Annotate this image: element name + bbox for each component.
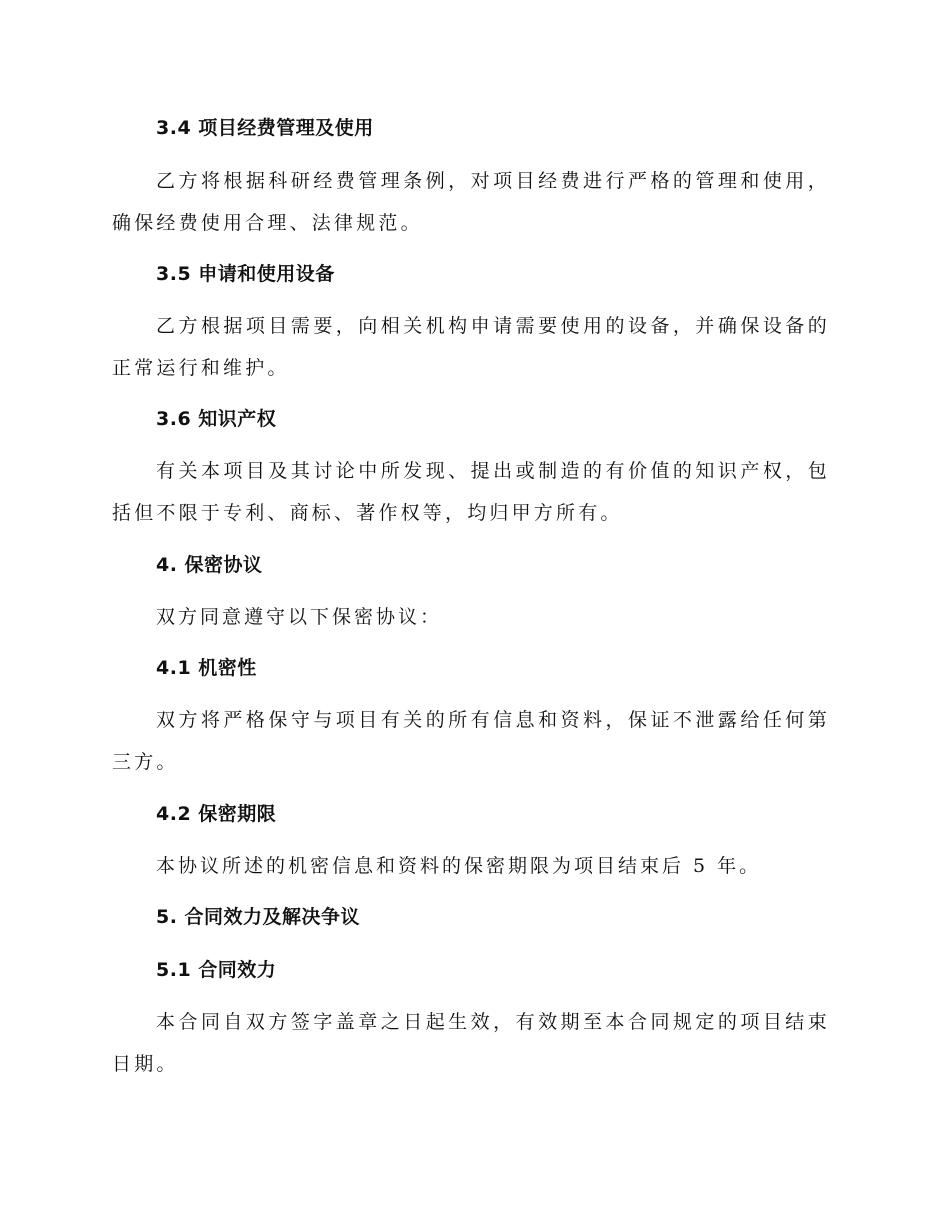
- section-heading-4: 4. 保密协议: [156, 554, 263, 576]
- section-heading-3-5: 3.5 申请和使用设备: [156, 263, 335, 285]
- paragraph-4-2: 本协议所述的机密信息和资料的保密期限为项目结束后 5 年。: [156, 855, 762, 877]
- paragraph-4: 双方同意遵守以下保密协议：: [156, 606, 443, 628]
- section-heading-4-1: 4.1 机密性: [156, 657, 257, 679]
- section-heading-3-4: 3.4 项目经费管理及使用: [156, 117, 374, 139]
- section-heading-3-6: 3.6 知识产权: [156, 408, 277, 430]
- section-heading-5-1: 5.1 合同效力: [156, 959, 277, 981]
- paragraph-5-1: 本合同自双方签字盖章之日起生效，有效期至本合同规定的项目结束日期。: [112, 1011, 830, 1075]
- paragraph-3-6: 有关本项目及其讨论中所发现、提出或制造的有价值的知识产权，包括但不限于专利、商标、著作权等，均归甲方所有。: [112, 460, 830, 524]
- section-heading-5: 5. 合同效力及解决争议: [156, 906, 361, 928]
- paragraph-4-1: 双方将严格保守与项目有关的所有信息和资料，保证不泄露给任何第三方。: [112, 709, 830, 773]
- paragraph-3-5: 乙方根据项目需要，向相关机构申请需要使用的设备，并确保设备的正常运行和维护。: [112, 315, 830, 379]
- paragraph-3-4: 乙方将根据科研经费管理条例，对项目经费进行严格的管理和使用，确保经费使用合理、法律规范。: [112, 170, 830, 234]
- section-heading-4-2: 4.2 保密期限: [156, 803, 277, 825]
